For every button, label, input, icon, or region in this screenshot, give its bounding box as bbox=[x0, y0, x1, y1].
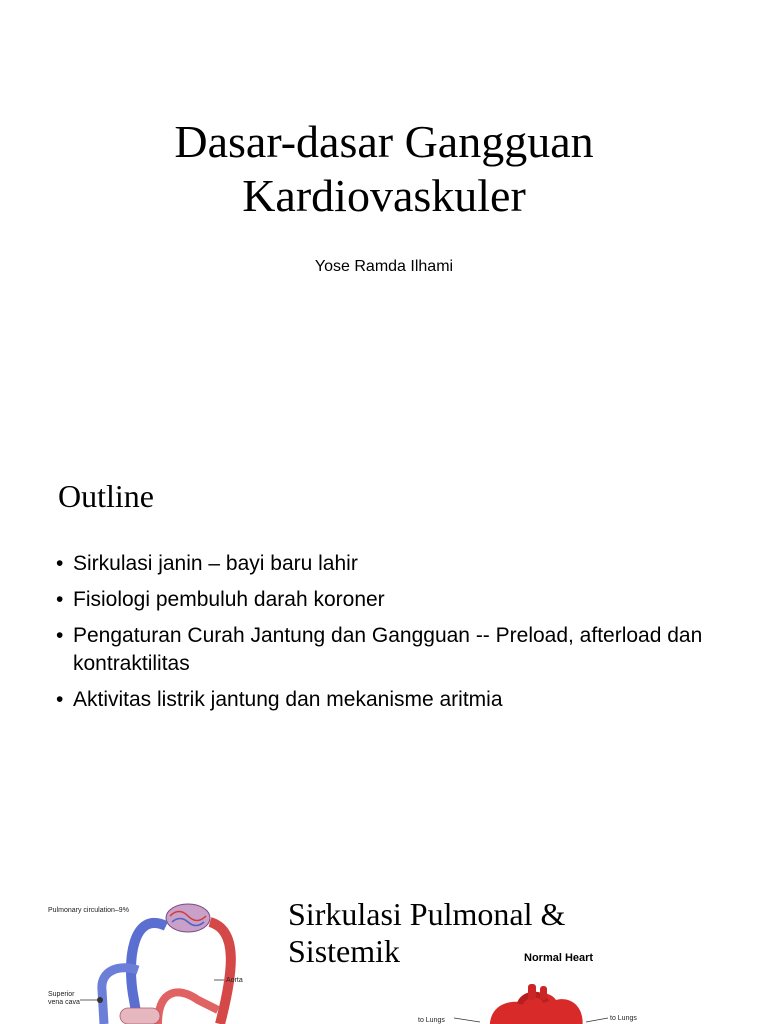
to-lungs-label-right: to Lungs bbox=[610, 1015, 637, 1022]
list-item bbox=[56, 686, 736, 714]
list-item bbox=[56, 550, 736, 578]
aorta-label: Aorta bbox=[226, 977, 243, 984]
bullet-icon: • bbox=[56, 688, 64, 711]
pulmonary-label: Pulmonary circulation–9% bbox=[48, 907, 129, 914]
circulation-slide bbox=[0, 870, 768, 1024]
title-slide bbox=[0, 0, 768, 430]
list-item bbox=[56, 622, 736, 678]
author-name: Yose Ramda Ilhami bbox=[314, 258, 454, 275]
circulation-diagram bbox=[38, 890, 258, 1024]
normal-heart-diagram bbox=[410, 950, 660, 1024]
list-item-text: Sirkulasi janin – bayi baru lahir bbox=[73, 552, 358, 575]
list-item-text: Aktivitas listrik jantung dan mekanisme aritmia bbox=[73, 688, 503, 711]
bullet-icon: • bbox=[56, 552, 64, 575]
outline-list bbox=[56, 550, 736, 722]
list-item-text: Pengaturan Curah Jantung dan Gangguan -- Preload, afterload dan kontraktilitas bbox=[73, 624, 703, 675]
presentation-title bbox=[0, 115, 768, 223]
to-lungs-label-left: to Lungs bbox=[418, 1017, 445, 1024]
normal-heart-title: Normal Heart bbox=[524, 952, 594, 964]
bullet-icon: • bbox=[56, 588, 64, 611]
bullet-icon: • bbox=[56, 624, 64, 647]
svc-label-1: Superior bbox=[48, 991, 75, 998]
slide3-title-line-2: Sistemik bbox=[288, 933, 401, 969]
title-line-2: Kardiovaskuler bbox=[242, 170, 526, 221]
slide3-title-line-1: Sirkulasi Pulmonal & bbox=[288, 896, 566, 932]
list-item bbox=[56, 586, 736, 614]
svc-label-2: vena cava bbox=[48, 999, 80, 1006]
title-line-1: Dasar-dasar Gangguan bbox=[174, 116, 594, 167]
outline-slide bbox=[0, 440, 768, 860]
list-item-text: Fisiologi pembuluh darah koroner bbox=[73, 588, 385, 611]
outline-heading: Outline bbox=[58, 478, 154, 514]
